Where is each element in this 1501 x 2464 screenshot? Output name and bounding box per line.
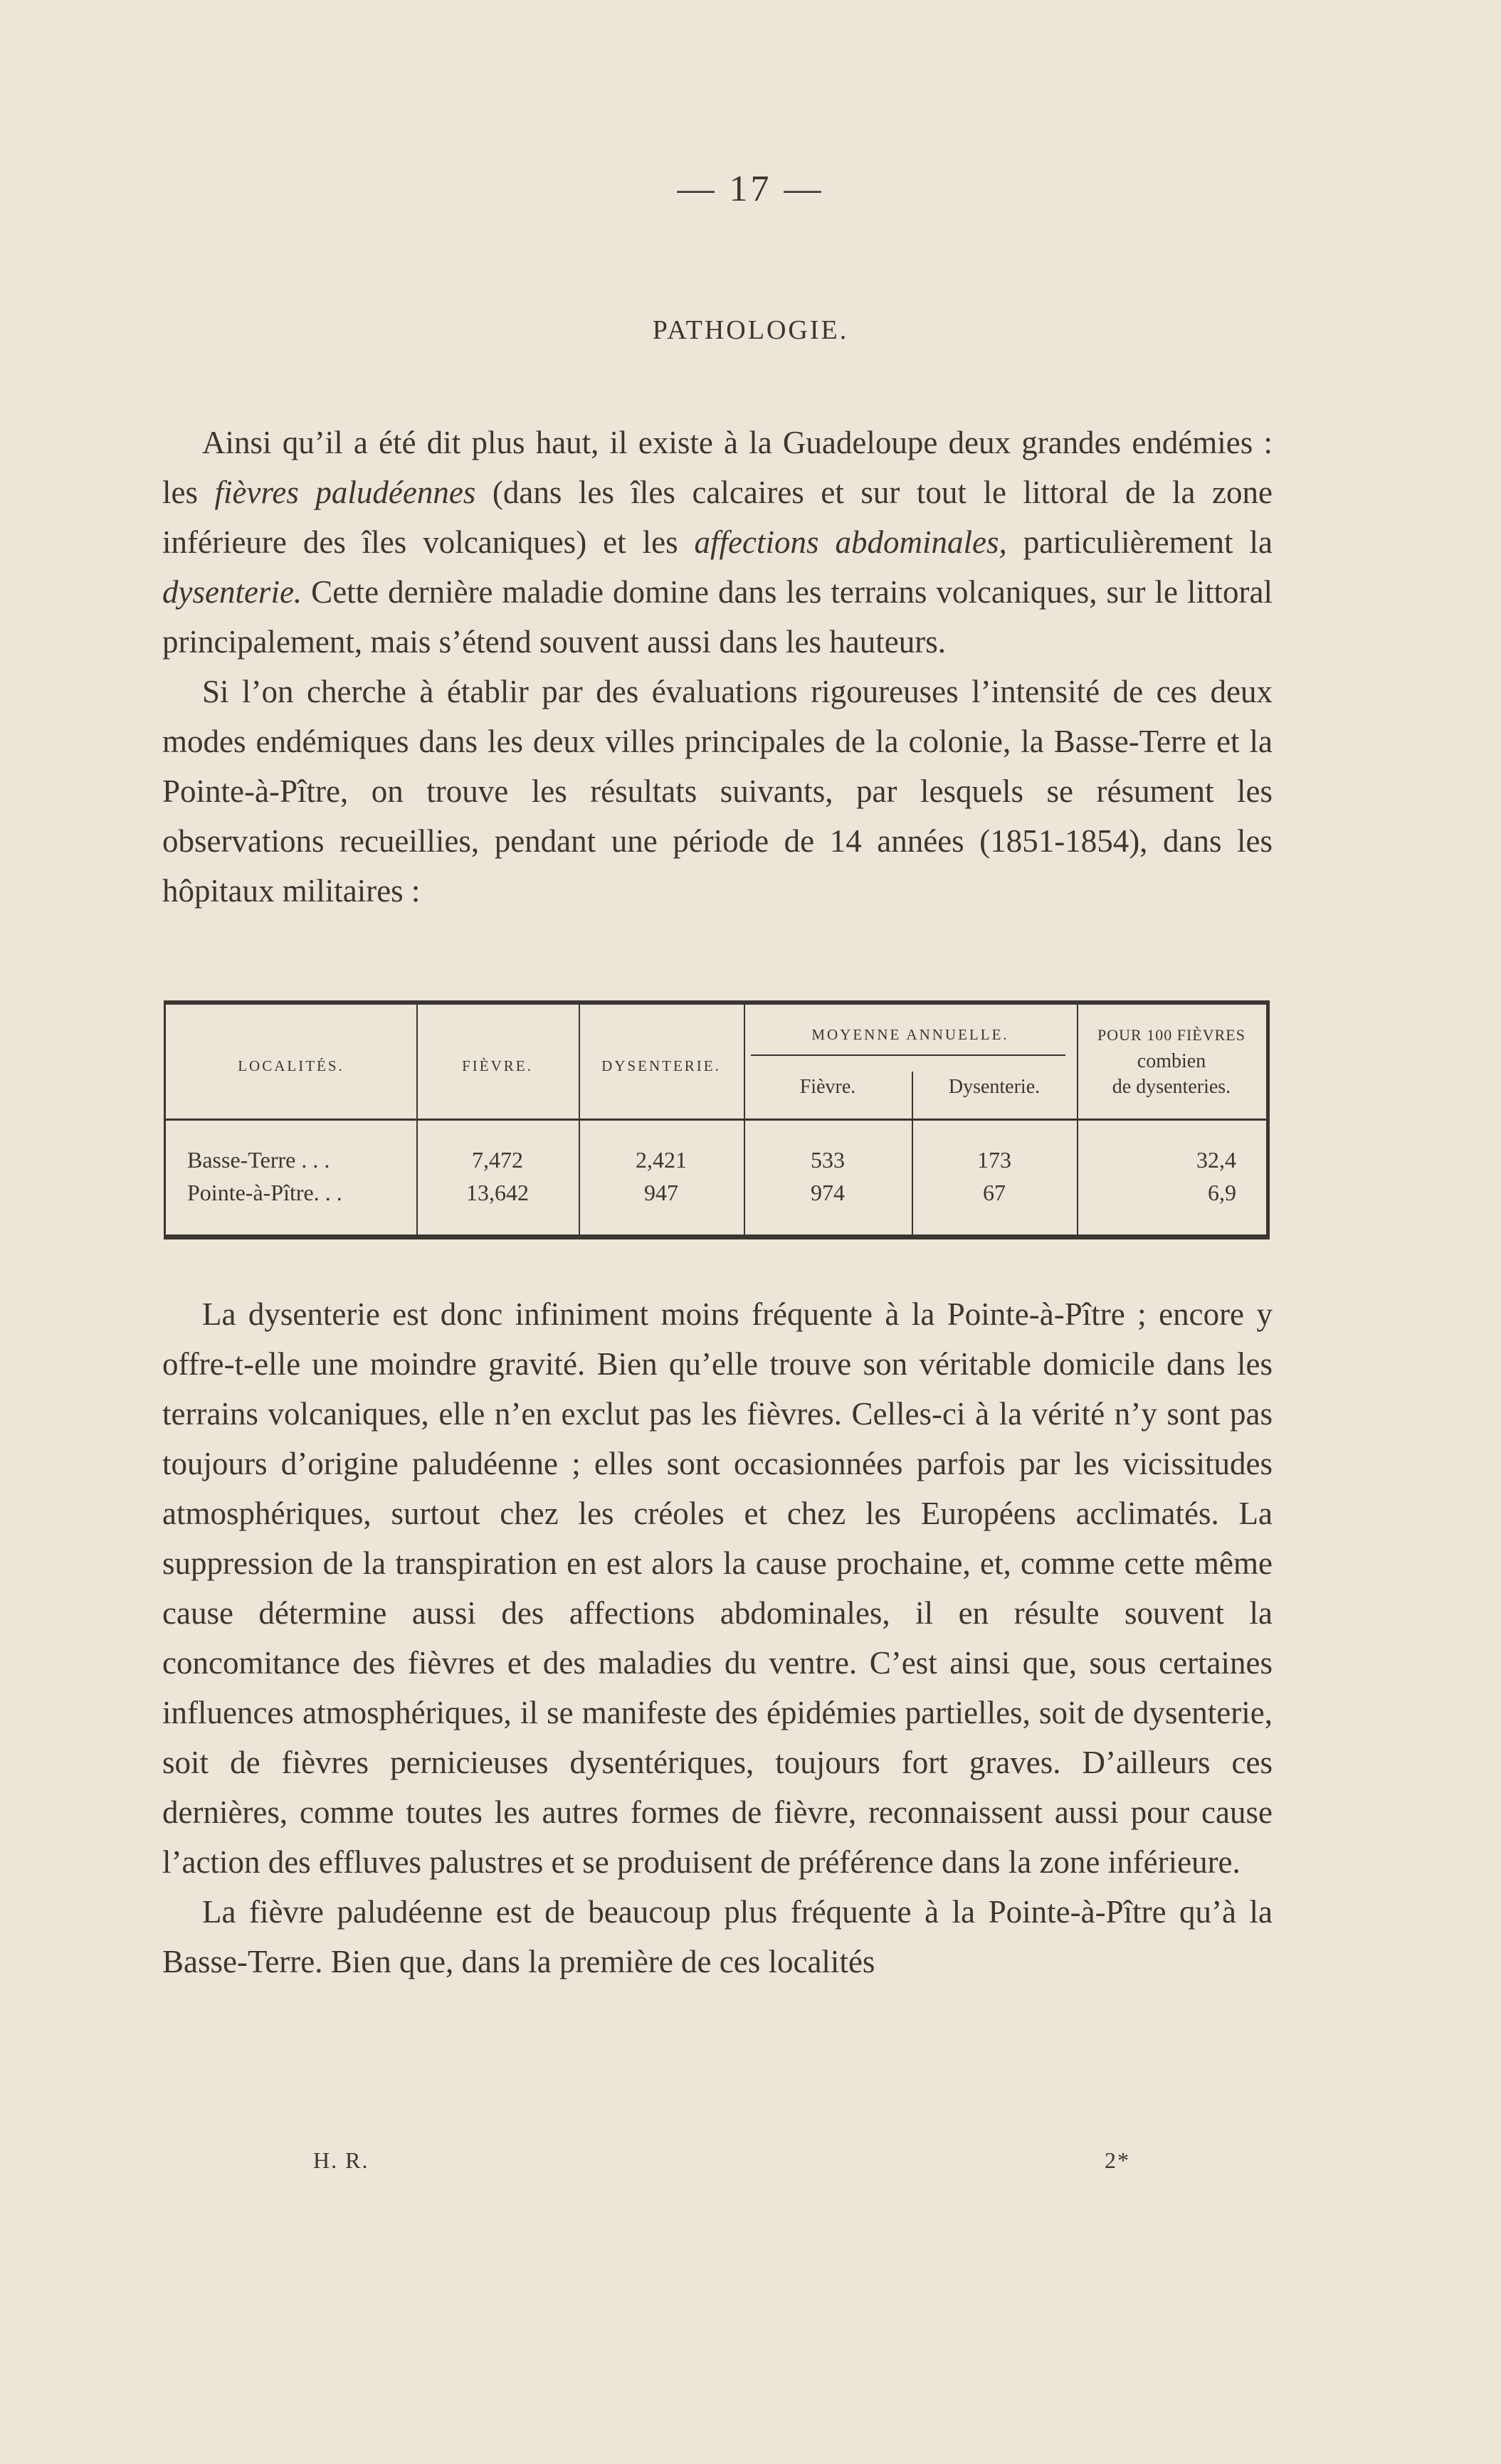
header-pour-100-line2: combien xyxy=(1137,1050,1206,1072)
text-run: particulièrement la xyxy=(1006,524,1273,560)
text-run: La dysenterie est donc infiniment moins fréquente à la Pointe-à-Pître ; encore y offre-t-elle une moindre gravité. Bien qu’elle trouve son véritable domicile dans les terrains volcaniques, elle n’en exclut pas les fièvres. Celles-ci à la vérité n’y sont pas toujours d’origine paludéenne ; elles sont occasionnées parfois par les vicissitudes atmosphériques, surtout chez les créoles et chez les Européens acclimatés. La suppression de la transpiration en est alors la cause prochaine, et, comme cette même cause détermine aussi des affections abdominales, il en résulte souvent la concomitance des fièvres et des maladies du ventre. C’est ainsi que, sous certaines influences atmosphériques, il se manifeste des épidémies partielles, soit de dysenterie, soit de fièvres pernicieuses dysentériques, toujours fort graves. D’ailleurs ces dernières, comme toutes les autres formes de fièvre, reconnaissent aussi pour cause l’action des effluves palustres et se produisent de préférence dans la zone inférieure. xyxy=(162,1296,1273,1880)
paragraph xyxy=(162,1887,1273,1987)
text-block-top xyxy=(162,418,1273,916)
row2-pour-100: 6,9 xyxy=(1208,1180,1236,1205)
header-localites: LOCALITÉS. xyxy=(238,1057,344,1074)
header-pour-100-line1: POUR 100 FIÈVRES xyxy=(1097,1026,1245,1044)
italic-text: affections abdominales, xyxy=(694,524,1007,560)
paragraph xyxy=(162,418,1273,667)
statistics-table xyxy=(164,1000,1270,1239)
text-run: Ainsi qu’il a été dit plus haut, il existe à la Guadeloupe deux grandes endémies : les xyxy=(162,425,1273,510)
text-run: La fièvre paludéenne est de beaucoup plus fréquente à la Pointe-à-Pître qu’à la Basse-Terre. Bien que, dans la première de ces localités xyxy=(162,1894,1273,1979)
table-rule xyxy=(166,1119,1266,1121)
header-pour-100-line3: de dysenteries. xyxy=(1112,1076,1231,1098)
italic-text: dysenterie. xyxy=(162,574,302,610)
row2-moy-fievre: 974 xyxy=(811,1180,845,1205)
header-fievre: FIÈVRE. xyxy=(462,1057,533,1074)
header-dysenterie: DYSENTERIE. xyxy=(601,1057,721,1074)
row2-moy-dysenterie: 67 xyxy=(983,1180,1006,1205)
header-moyenne-annuelle: MOYENNE ANNUELLE. xyxy=(811,1026,1009,1043)
text-run: (dans les îles calcaires et sur tout le littoral de la zone inférieure des îles volcaniques) et les xyxy=(162,475,1273,560)
page-number: — 17 — xyxy=(677,169,824,209)
text-run: Cette dernière maladie domine dans les terrains volcaniques, sur le littoral principalement, mais s’étend souvent aussi dans les hauteurs. xyxy=(162,574,1273,660)
section-title: PATHOLOGIE. xyxy=(652,315,849,345)
text-run: Si l’on cherche à établir par des évaluations rigoureuses l’intensité de ces deux modes endémiques dans les deux villes principales de la colonie, la Basse-Terre et la Pointe-à-Pître, on trouve les résultats suivants, par lesquels se résument les observations recueillies, pendant une période de 14 années (1851-1854), dans les hôpitaux militaires : xyxy=(162,674,1273,909)
row2-fievre: 13,642 xyxy=(466,1180,529,1205)
paragraph xyxy=(162,667,1273,916)
footer-signature: H. R. xyxy=(313,2147,369,2173)
row1-dysenterie: 2,421 xyxy=(636,1147,687,1173)
italic-text: fièvres paludéennes xyxy=(214,475,476,510)
header-moyenne-dysenterie: Dysenterie. xyxy=(948,1076,1041,1098)
paragraph xyxy=(162,1289,1273,1887)
row2-dysenterie: 947 xyxy=(644,1180,678,1205)
row1-fievre: 7,472 xyxy=(472,1147,523,1173)
text-block-bottom xyxy=(162,1289,1273,1987)
row1-pour-100: 32,4 xyxy=(1196,1147,1236,1173)
table-rule xyxy=(751,1054,1065,1056)
row1-localite: Basse-Terre . . . xyxy=(187,1147,330,1173)
row1-moy-fievre: 533 xyxy=(811,1147,845,1173)
row1-moy-dysenterie: 173 xyxy=(977,1147,1011,1173)
row2-localite: Pointe-à-Pître. . . xyxy=(187,1180,342,1205)
header-moyenne-fievre: Fièvre. xyxy=(799,1076,856,1098)
footer-signature-mark: 2* xyxy=(1105,2147,1130,2173)
